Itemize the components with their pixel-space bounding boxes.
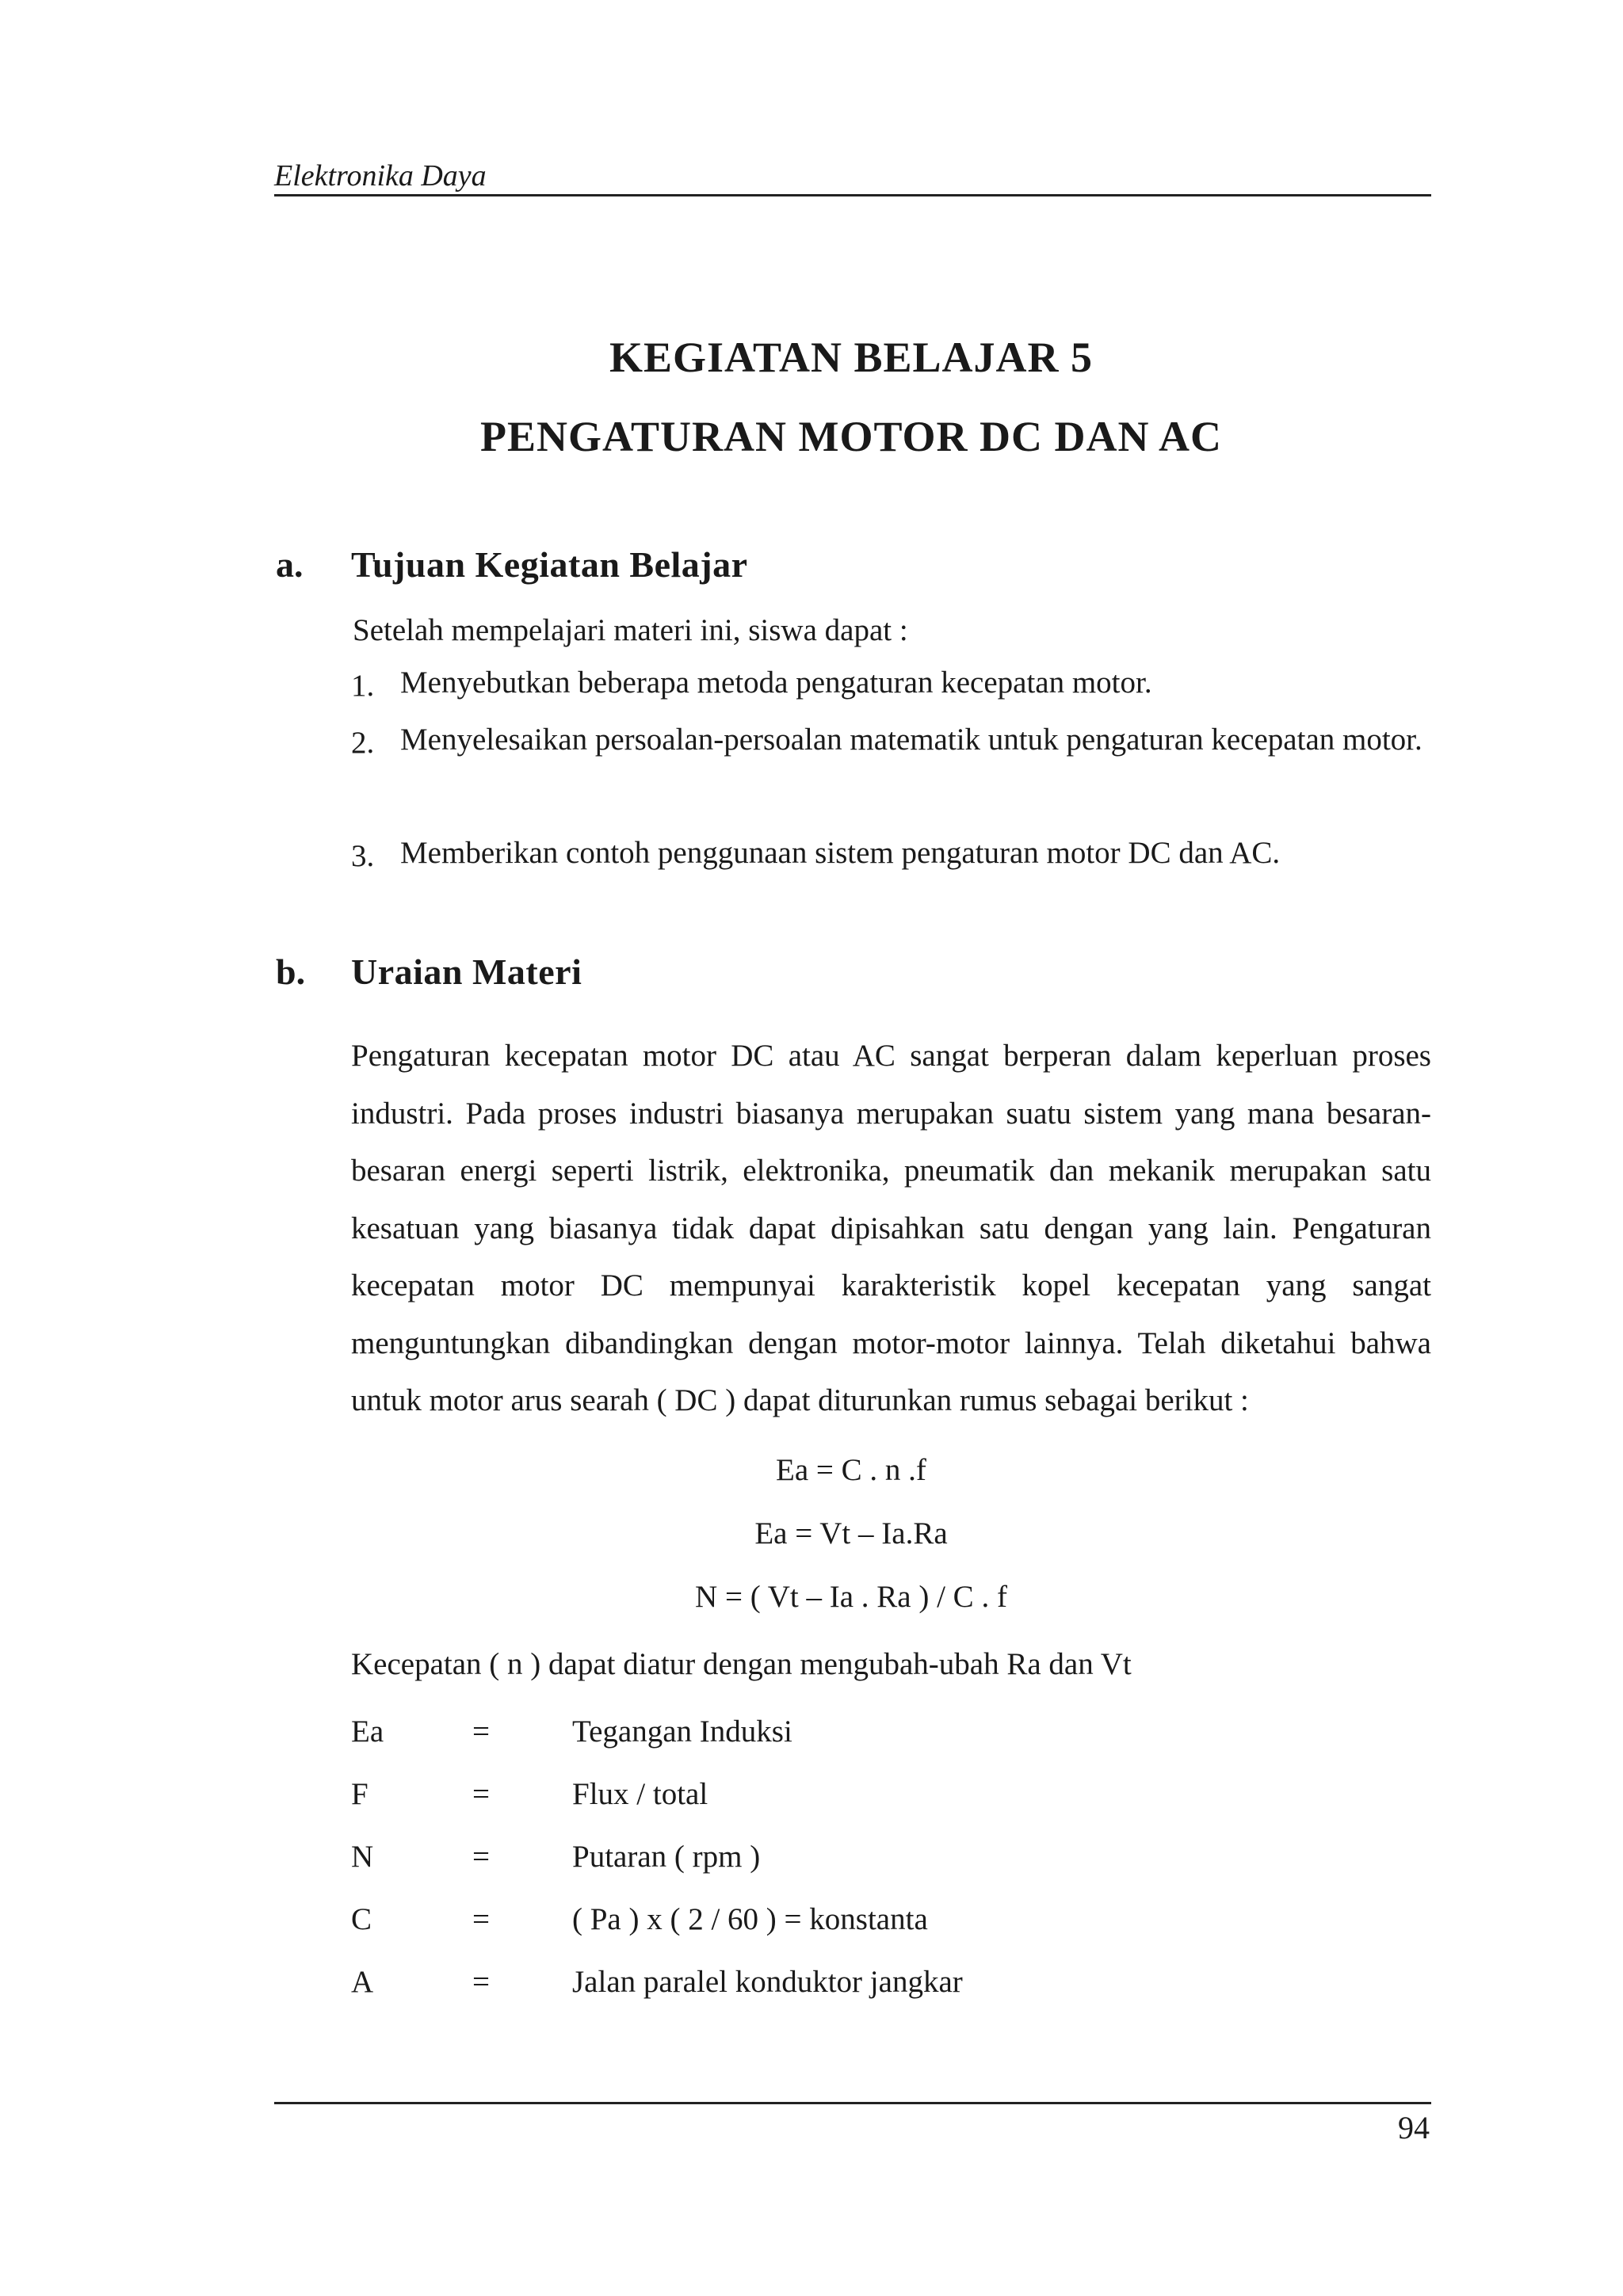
list-item-number: 1.: [351, 669, 375, 703]
paragraph-line: menguntungkan dibandingkan dengan motor-motor lainnya. Telah diketahui bahwa: [351, 1325, 1431, 1360]
definition-equals: =: [472, 1965, 490, 1999]
section-a-letter: a.: [276, 544, 304, 585]
section-a-intro: Setelah mempelajari materi ini, siswa dapat :: [353, 613, 908, 647]
section-b-letter: b.: [276, 952, 306, 992]
definition-symbol: F: [351, 1777, 369, 1811]
footer-divider: [274, 2102, 1431, 2104]
speed-control-note: Kecepatan ( n ) dapat diatur dengan mengubah-ubah Ra dan Vt: [351, 1647, 1132, 1681]
paragraph-line: Pengaturan kecepatan motor DC atau AC sangat berperan dalam keperluan proses: [351, 1039, 1431, 1073]
chapter-subtitle: PENGATURAN MOTOR DC DAN AC: [479, 413, 1222, 460]
definition-equals: =: [472, 1714, 490, 1749]
paragraph-line: untuk motor arus searah ( DC ) dapat diturunkan rumus sebagai berikut :: [351, 1383, 1249, 1417]
formula-terminal-voltage: Ea = Vt – Ia.Ra: [754, 1516, 948, 1550]
list-item-text: Memberikan contoh penggunaan sistem pengaturan motor DC dan AC.: [400, 836, 1281, 870]
running-header: Elektronika Daya: [274, 159, 487, 193]
page-number: 94: [1398, 2110, 1430, 2145]
paragraph-line: kecepatan motor DC mempunyai karakteristik kopel kecepatan yang sangat: [351, 1268, 1431, 1302]
definition-meaning: Putaran ( rpm ): [572, 1840, 761, 1874]
definition-meaning: ( Pa ) x ( 2 / 60 ) = konstanta: [572, 1902, 928, 1936]
definition-equals: =: [472, 1840, 490, 1874]
list-item-number: 3.: [351, 839, 375, 873]
definition-equals: =: [472, 1777, 490, 1811]
section-a-heading: Tujuan Kegiatan Belajar: [351, 544, 748, 585]
formula-emf: Ea = C . n .f: [776, 1453, 926, 1487]
paragraph-line: besaran energi seperti listrik, elektronika, pneumatik dan mekanik merupakan satu: [351, 1154, 1431, 1188]
list-item-text: Menyebutkan beberapa metoda pengaturan kecepatan motor.: [400, 666, 1152, 700]
definition-meaning: Flux / total: [572, 1777, 708, 1811]
section-b-paragraph: [351, 1028, 1431, 1430]
header-divider: [274, 194, 1431, 196]
definition-symbol: A: [351, 1965, 374, 1999]
definition-symbol: C: [351, 1902, 372, 1936]
paragraph-line: kesatuan yang biasanya tidak dapat dipisahkan satu dengan yang lain. Pengaturan: [351, 1211, 1431, 1245]
section-b-heading: Uraian Materi: [351, 952, 582, 992]
definition-equals: =: [472, 1902, 490, 1936]
formula-speed: N = ( Vt – Ia . Ra ) / C . f: [695, 1580, 1007, 1614]
paragraph-line: industri. Pada proses industri biasanya merupakan suatu sistem yang mana besaran-: [351, 1096, 1431, 1131]
definition-meaning: Tegangan Induksi: [572, 1714, 792, 1749]
definition-symbol: Ea: [351, 1714, 384, 1749]
definition-meaning: Jalan paralel konduktor jangkar: [572, 1965, 963, 1999]
list-item-number: 2.: [351, 726, 375, 760]
definition-symbol: N: [351, 1840, 374, 1874]
list-item-text: Menyelesaikan persoalan-persoalan matematik untuk pengaturan kecepatan motor.: [400, 723, 1423, 757]
chapter-title: KEGIATAN BELAJAR 5: [609, 334, 1094, 381]
